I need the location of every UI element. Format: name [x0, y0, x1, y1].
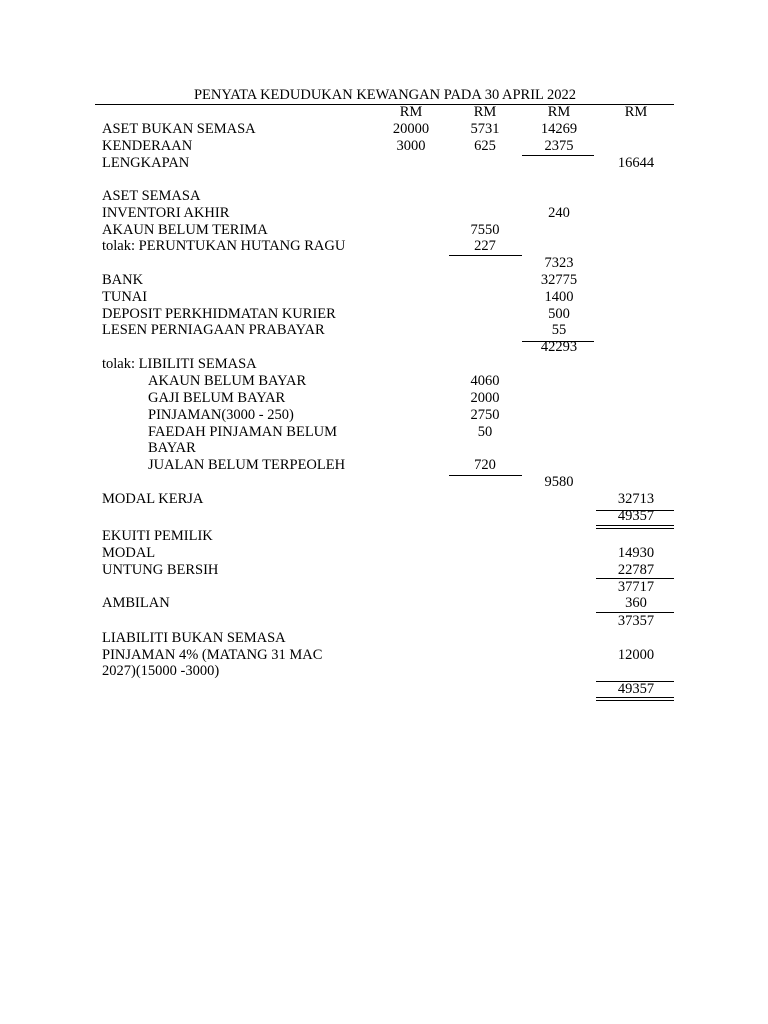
subtotal-rule — [596, 612, 674, 613]
amount-cell — [374, 222, 448, 239]
row-label: AKAUN BELUM TERIMA — [102, 222, 268, 238]
amount-cell — [522, 613, 596, 630]
amount-cell: 2750 — [470, 407, 500, 423]
amount-cell: 240 — [548, 205, 570, 221]
amount-cell: 720 — [474, 457, 496, 473]
row-label: LIABILITI BUKAN SEMASA — [102, 630, 286, 646]
row-label: EKUITI PEMILIK — [102, 528, 213, 544]
amount-cell — [374, 647, 448, 664]
amount-cell: 2375 — [544, 138, 574, 154]
amount-cell: 500 — [548, 306, 570, 322]
amount-cell — [448, 630, 522, 647]
subtotal-rule — [596, 578, 674, 579]
row-label: LESEN PERNIAGAAN PRABAYAR — [102, 322, 325, 338]
amount-cell: 16644 — [617, 155, 655, 171]
amount-cell — [374, 508, 448, 525]
row-label: tolak: PERUNTUKAN HUTANG RAGU — [102, 238, 346, 254]
amount-cell — [522, 528, 596, 545]
amount-cell — [374, 613, 448, 630]
amount-cell — [596, 356, 676, 373]
currency-header-row — [95, 104, 675, 121]
amount-cell — [522, 424, 596, 441]
amount-cell: 3000 — [396, 138, 426, 154]
amount-cell: 2000 — [470, 390, 500, 406]
amount-cell — [596, 121, 676, 138]
amount-cell — [448, 508, 522, 525]
amount-cell — [374, 528, 448, 545]
amount-cell: 12000 — [617, 647, 655, 663]
amount-cell — [374, 579, 448, 596]
amount-cell — [374, 289, 448, 306]
statement-row — [95, 681, 675, 698]
amount-cell — [448, 205, 522, 222]
statement-row — [95, 322, 675, 339]
amount-cell: 32713 — [617, 491, 655, 507]
amount-cell — [374, 373, 448, 390]
currency-header: RM — [547, 104, 571, 120]
statement-row — [95, 508, 675, 525]
amount-cell — [522, 373, 596, 390]
amount-cell — [522, 407, 596, 424]
amount-cell — [448, 613, 522, 630]
amount-cell — [374, 255, 448, 272]
row-label: INVENTORI AKHIR — [102, 205, 230, 221]
amount-cell — [374, 595, 448, 612]
row-label: DEPOSIT PERKHIDMATAN KURIER — [102, 306, 336, 322]
amount-cell — [448, 289, 522, 306]
amount-cell: 5731 — [470, 121, 500, 137]
amount-cell — [448, 491, 522, 508]
amount-cell: 7323 — [544, 255, 574, 271]
amount-cell — [448, 356, 522, 373]
currency-header: RM — [624, 104, 648, 120]
amount-cell: 14930 — [617, 545, 655, 561]
row-label: GAJI BELUM BAYAR — [148, 390, 286, 406]
row-label: KENDERAAN — [102, 138, 193, 154]
amount-cell — [596, 630, 676, 647]
amount-cell — [596, 424, 676, 441]
currency-header: RM — [473, 104, 497, 120]
amount-cell — [522, 508, 596, 525]
amount-cell — [522, 155, 596, 172]
row-label: JUALAN BELUM TERPEOLEH — [148, 457, 346, 473]
amount-cell — [448, 579, 522, 596]
row-label: ASET SEMASA — [102, 188, 201, 204]
amount-cell: 55 — [551, 322, 567, 338]
amount-cell — [448, 647, 522, 664]
amount-cell — [448, 562, 522, 579]
amount-cell — [522, 238, 596, 255]
statement-row — [95, 289, 675, 306]
amount-cell — [596, 272, 676, 289]
amount-cell — [596, 440, 676, 457]
amount-cell — [522, 457, 596, 474]
statement-row — [95, 647, 675, 664]
amount-cell — [522, 222, 596, 239]
amount-cell — [374, 306, 448, 323]
row-label: ASET BUKAN SEMASA — [102, 121, 256, 137]
row-label: 2027)(15000 -3000) — [102, 663, 220, 679]
statement-row — [95, 407, 675, 424]
statement-row — [95, 373, 675, 390]
statement-row — [95, 663, 675, 680]
amount-cell — [374, 440, 448, 457]
amount-cell — [448, 306, 522, 323]
row-label: MODAL KERJA — [102, 491, 204, 507]
statement-row — [95, 306, 675, 323]
row-label: AMBILAN — [102, 595, 170, 611]
amount-cell — [374, 272, 448, 289]
row-label: tolak: LIBILITI SEMASA — [102, 356, 257, 372]
amount-cell — [596, 138, 676, 155]
amount-cell — [374, 322, 448, 339]
amount-cell — [522, 188, 596, 205]
amount-cell — [596, 339, 676, 356]
statement-row — [95, 440, 675, 457]
amount-cell — [522, 579, 596, 596]
amount-cell — [448, 474, 522, 491]
subtotal-rule — [596, 510, 674, 511]
row-label: AKAUN BELUM BAYAR — [148, 373, 307, 389]
amount-cell: 227 — [474, 238, 496, 254]
statement-row — [95, 121, 675, 138]
amount-cell — [448, 272, 522, 289]
amount-cell — [448, 339, 522, 356]
subtotal-rule — [522, 155, 594, 156]
statement-row — [95, 390, 675, 407]
amount-cell: 14269 — [540, 121, 578, 137]
amount-cell — [374, 474, 448, 491]
amount-cell — [596, 407, 676, 424]
amount-cell — [374, 424, 448, 441]
amount-cell — [374, 356, 448, 373]
amount-cell — [522, 630, 596, 647]
amount-cell — [596, 474, 676, 491]
amount-cell — [374, 562, 448, 579]
amount-cell — [522, 647, 596, 664]
amount-cell — [448, 188, 522, 205]
amount-cell — [448, 681, 522, 698]
amount-cell: 20000 — [392, 121, 430, 137]
amount-cell: 1400 — [544, 289, 574, 305]
amount-cell — [522, 390, 596, 407]
row-label: PINJAMAN(3000 - 250) — [148, 407, 294, 423]
statement-row — [95, 255, 675, 272]
amount-cell: 4060 — [470, 373, 500, 389]
amount-cell — [522, 681, 596, 698]
row-label: BANK — [102, 272, 144, 288]
amount-cell — [374, 339, 448, 356]
row-label: MODAL — [102, 545, 156, 561]
row-label: PINJAMAN 4% (MATANG 31 MAC — [102, 647, 323, 663]
total-double-rule — [596, 697, 674, 701]
amount-cell — [596, 457, 676, 474]
amount-cell — [374, 457, 448, 474]
statement-row — [95, 222, 675, 239]
amount-cell — [596, 238, 676, 255]
subtotal-rule — [596, 681, 674, 682]
amount-cell — [448, 545, 522, 562]
statement-row — [95, 457, 675, 474]
amount-cell: 625 — [474, 138, 496, 154]
amount-cell — [374, 663, 448, 680]
amount-cell — [522, 491, 596, 508]
statement-row — [95, 595, 675, 612]
amount-cell — [374, 155, 448, 172]
amount-cell — [596, 663, 676, 680]
amount-cell — [374, 545, 448, 562]
amount-cell — [448, 155, 522, 172]
amount-cell — [448, 595, 522, 612]
row-label: BAYAR — [148, 440, 196, 456]
statement-row — [95, 613, 675, 630]
amount-cell — [596, 306, 676, 323]
amount-cell — [596, 289, 676, 306]
amount-cell — [596, 222, 676, 239]
statement-row — [95, 630, 675, 647]
statement-row — [95, 155, 675, 172]
amount-cell: 22787 — [617, 562, 655, 578]
amount-cell: 32775 — [540, 272, 578, 288]
amount-cell — [448, 440, 522, 457]
statement-row — [95, 238, 675, 255]
amount-cell: 9580 — [544, 474, 574, 490]
row-label: UNTUNG BERSIH — [102, 562, 219, 578]
amount-cell — [374, 390, 448, 407]
currency-header: RM — [399, 104, 423, 120]
statement-row — [95, 356, 675, 373]
amount-cell — [522, 440, 596, 457]
amount-cell — [374, 407, 448, 424]
amount-cell — [374, 491, 448, 508]
amount-cell — [522, 356, 596, 373]
amount-cell — [522, 545, 596, 562]
row-label: FAEDAH PINJAMAN BELUM — [148, 424, 338, 440]
statement-row — [95, 272, 675, 289]
statement-row — [95, 579, 675, 596]
statement-row — [95, 205, 675, 222]
total-double-rule — [596, 525, 674, 529]
amount-cell — [448, 322, 522, 339]
statement-row — [95, 545, 675, 562]
amount-cell — [596, 322, 676, 339]
amount-cell — [522, 663, 596, 680]
statement-row — [95, 138, 675, 155]
amount-cell — [448, 663, 522, 680]
amount-cell — [374, 630, 448, 647]
statement-row — [95, 424, 675, 441]
row-label: TUNAI — [102, 289, 148, 305]
subtotal-rule — [449, 475, 522, 476]
amount-cell — [596, 255, 676, 272]
row-label: LENGKAPAN — [102, 155, 190, 171]
amount-cell — [596, 528, 676, 545]
amount-cell: 42293 — [540, 339, 578, 355]
statement-row — [95, 562, 675, 579]
amount-cell: 50 — [477, 424, 493, 440]
amount-cell — [448, 528, 522, 545]
amount-cell — [522, 562, 596, 579]
statement-title: PENYATA KEDUDUKAN KEWANGAN PADA 30 APRIL 2022 — [193, 87, 577, 103]
amount-cell — [596, 188, 676, 205]
amount-cell — [374, 238, 448, 255]
amount-cell — [596, 373, 676, 390]
amount-cell — [596, 390, 676, 407]
amount-cell: 49357 — [617, 681, 655, 697]
statement-row — [95, 474, 675, 491]
amount-cell — [522, 595, 596, 612]
statement-row — [95, 528, 675, 545]
amount-cell: 49357 — [617, 508, 655, 524]
amount-cell: 360 — [625, 595, 647, 611]
amount-cell — [448, 255, 522, 272]
amount-cell: 37717 — [617, 579, 655, 595]
amount-cell — [374, 205, 448, 222]
subtotal-rule — [449, 255, 522, 256]
amount-cell — [374, 188, 448, 205]
amount-cell — [374, 681, 448, 698]
statement-row — [95, 491, 675, 508]
amount-cell — [596, 205, 676, 222]
amount-cell: 37357 — [617, 613, 655, 629]
amount-cell: 7550 — [470, 222, 500, 238]
statement-row — [95, 188, 675, 205]
subtotal-rule — [522, 341, 594, 342]
